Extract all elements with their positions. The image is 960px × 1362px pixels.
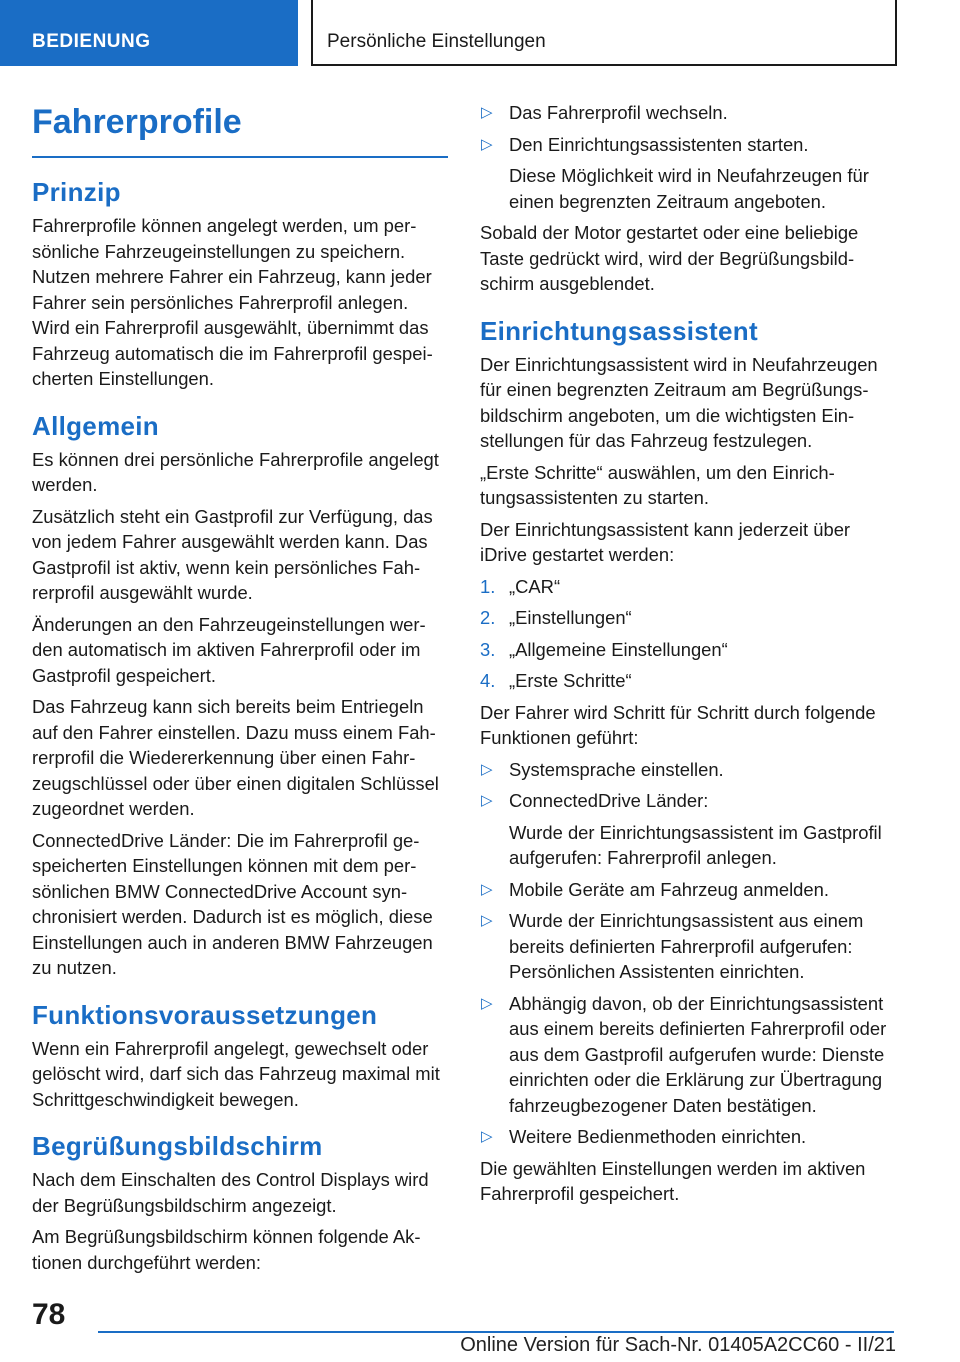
list-item xyxy=(480,100,896,126)
step-item xyxy=(480,574,896,600)
page-title: Fahrerprofile xyxy=(32,100,448,158)
triangle-bullet-icon: ▷ xyxy=(481,994,493,1012)
triangle-bullet-icon: ▷ xyxy=(481,104,493,121)
paragraph: Wenn ein Fahrerprofil angelegt, gewechselt oder gelöscht wird, darf sich das Fahrzeug maximal mit Schrittgeschwindigkeit bewegen. xyxy=(32,1037,440,1110)
right-column xyxy=(480,100,896,1213)
step-item xyxy=(480,605,896,631)
list-item xyxy=(480,757,896,783)
step-list xyxy=(480,574,896,694)
list-item-text: Den Einrichtungsassistenten starten. xyxy=(509,133,809,155)
triangle-bullet-icon: ▷ xyxy=(481,1128,493,1145)
triangle-bullet-icon: ▷ xyxy=(481,880,493,898)
footer-online-version[interactable]: Online Version für Sach-Nr. 01405A2CC60 - II/21 xyxy=(460,1334,896,1356)
step-number: 2. xyxy=(480,607,496,628)
heading-funktionsvoraussetzungen: Funktionsvoraussetzungen xyxy=(32,999,378,1030)
chapter-tab-label: Persönliche Einstellungen xyxy=(327,31,546,52)
step-item xyxy=(480,668,896,694)
triangle-bullet-icon: ▷ xyxy=(481,760,493,778)
heading-prinzip: Prinzip xyxy=(32,177,121,207)
list-item-subtext: Wurde der Einrichtungsassistent im Gastprofil aufgerufen: Fahrerprofil anlegen. xyxy=(509,821,882,868)
paragraph: Der Fahrer wird Schritt für Schritt durch folgende Funktionen geführt: xyxy=(480,701,876,748)
chapter-tab[interactable] xyxy=(311,0,897,66)
list-item-text: Das Fahrerprofil wechseln. xyxy=(509,102,728,123)
step-number: 4. xyxy=(480,670,496,691)
list-item xyxy=(480,132,896,215)
list-item-subtext: Diese Möglichkeit wird in Neufahrzeugen für einen begrenzten Zeitraum angeboten. xyxy=(509,165,869,212)
step-number: 3. xyxy=(480,638,496,660)
triangle-bullet-icon: ▷ xyxy=(481,792,493,809)
paragraph: Am Begrüßungsbildschirm können folgende Aktionen durchgeführt werden: xyxy=(32,1226,421,1273)
header-bar xyxy=(0,0,960,66)
paragraph: Zusätzlich steht ein Gastprofil zur Verfügung, das von jedem Fahrer ausgewählt werden kann. Das Gastprofil ist aktiv, wenn kein persönliches Fahrerprofil ausgewählt wurde. xyxy=(32,505,433,603)
heading-einrichtungsassistent: Einrichtungsassistent xyxy=(480,315,758,346)
step-text: „Einstellungen“ xyxy=(509,607,632,628)
paragraph: Die gewählten Einstellungen werden im aktiven Fahrerprofil gespeichert. xyxy=(480,1157,866,1204)
bullet-list xyxy=(480,757,896,1150)
paragraph: Fahrerprofile können angelegt werden, um persönliche Fahrzeugeinstellungen zu speichern. Nutzen mehrere Fahrer ein Fahrzeug, kann jeder Fahrer sein persönliches Fahrerprofil anlegen. Wird ein Fahrerprofil ausgewählt, übernimmt das Fahrzeug automatisch die im Fahrerprofil gespeicherten Einstellungen. xyxy=(32,215,433,389)
list-item xyxy=(480,908,896,985)
list-item xyxy=(480,877,896,903)
triangle-bullet-icon: ▷ xyxy=(481,135,493,153)
list-item-text: Weitere Bedienmethoden einrichten. xyxy=(509,1126,807,1147)
heading-allgemein: Allgemein xyxy=(32,410,159,441)
section-tab-label: BEDIENUNG xyxy=(32,31,151,52)
paragraph: ConnectedDrive Länder: Die im Fahrerprofil gespeicherten Einstellungen können mit dem persönlichen BMW ConnectedDrive Account synchronisiert werden. Dadurch ist es möglich, diese Einstellungen auch in anderen BMW Fahrzeugen zu nutzen. xyxy=(32,829,433,978)
step-number: 1. xyxy=(480,575,496,597)
paragraph: „Erste Schritte“ auswählen, um den Einrichtungsassistenten zu starten. xyxy=(480,461,835,508)
list-item-text: Abhängig davon, ob der Einrichtungsassistent aus einem bereits definierten Fahrerprofil oder aus dem Gastprofil aufgerufen wurde: Dienste einrichten oder die Erklärung zur Übertragung fahrzeugbezogener Daten bestätigen. xyxy=(509,992,887,1116)
step-text: „CAR“ xyxy=(509,575,561,597)
list-item-text: Wurde der Einrichtungsassistent aus einem bereits definierten Fahrerprofil aufgerufen: Persönlichen Assistenten einrichten. xyxy=(509,910,864,982)
paragraph: Sobald der Motor gestartet oder eine beliebige Taste gedrückt wird, wird der Begrüßungsbildschirm ausgeblendet. xyxy=(480,222,859,294)
paragraph: Das Fahrzeug kann sich bereits beim Entriegeln auf den Fahrer einstellen. Dazu muss einem Fahrerprofil die Wiedererkennung über einen Fahrzeugschlüssel oder über einen digitalen Schlüssel zugeordnet werden. xyxy=(32,696,439,819)
step-text: „Erste Schritte“ xyxy=(509,670,632,691)
paragraph: Es können drei persönliche Fahrerprofile angelegt werden. xyxy=(32,448,439,495)
paragraph: Nach dem Einschalten des Control Displays wird der Begrüßungsbildschirm angezeigt. xyxy=(32,1169,429,1216)
list-item xyxy=(480,991,896,1119)
step-text: „Allgemeine Einstellungen“ xyxy=(509,638,728,660)
section-tab[interactable] xyxy=(0,0,298,66)
list-item-text: Systemsprache einstellen. xyxy=(509,758,724,780)
footer-divider xyxy=(98,1331,894,1333)
paragraph: Änderungen an den Fahrzeugeinstellungen werden automatisch im aktiven Fahrerprofil oder im Gastprofil gespeichert. xyxy=(32,613,426,686)
bullet-list xyxy=(480,100,896,214)
step-item xyxy=(480,637,896,663)
paragraph: Der Einrichtungsassistent wird in Neufahrzeugen für einen begrenzten Zeitraum am Begrüßungsbildschirm angeboten, um die wichtigsten Einstellungen für das Fahrzeug festzulegen. xyxy=(480,353,878,451)
list-item xyxy=(480,1124,896,1150)
triangle-bullet-icon: ▷ xyxy=(481,912,493,929)
paragraph: Der Einrichtungsassistent kann jederzeit über iDrive gestartet werden: xyxy=(480,518,851,565)
heading-begruessungsbildschirm: Begrüßungsbildschirm xyxy=(32,1131,323,1161)
list-item xyxy=(480,788,896,871)
page-number: 78 xyxy=(32,1298,66,1331)
left-column xyxy=(32,100,448,1281)
list-item-text: ConnectedDrive Länder: xyxy=(509,790,709,811)
list-item-text: Mobile Geräte am Fahrzeug anmelden. xyxy=(509,878,829,900)
